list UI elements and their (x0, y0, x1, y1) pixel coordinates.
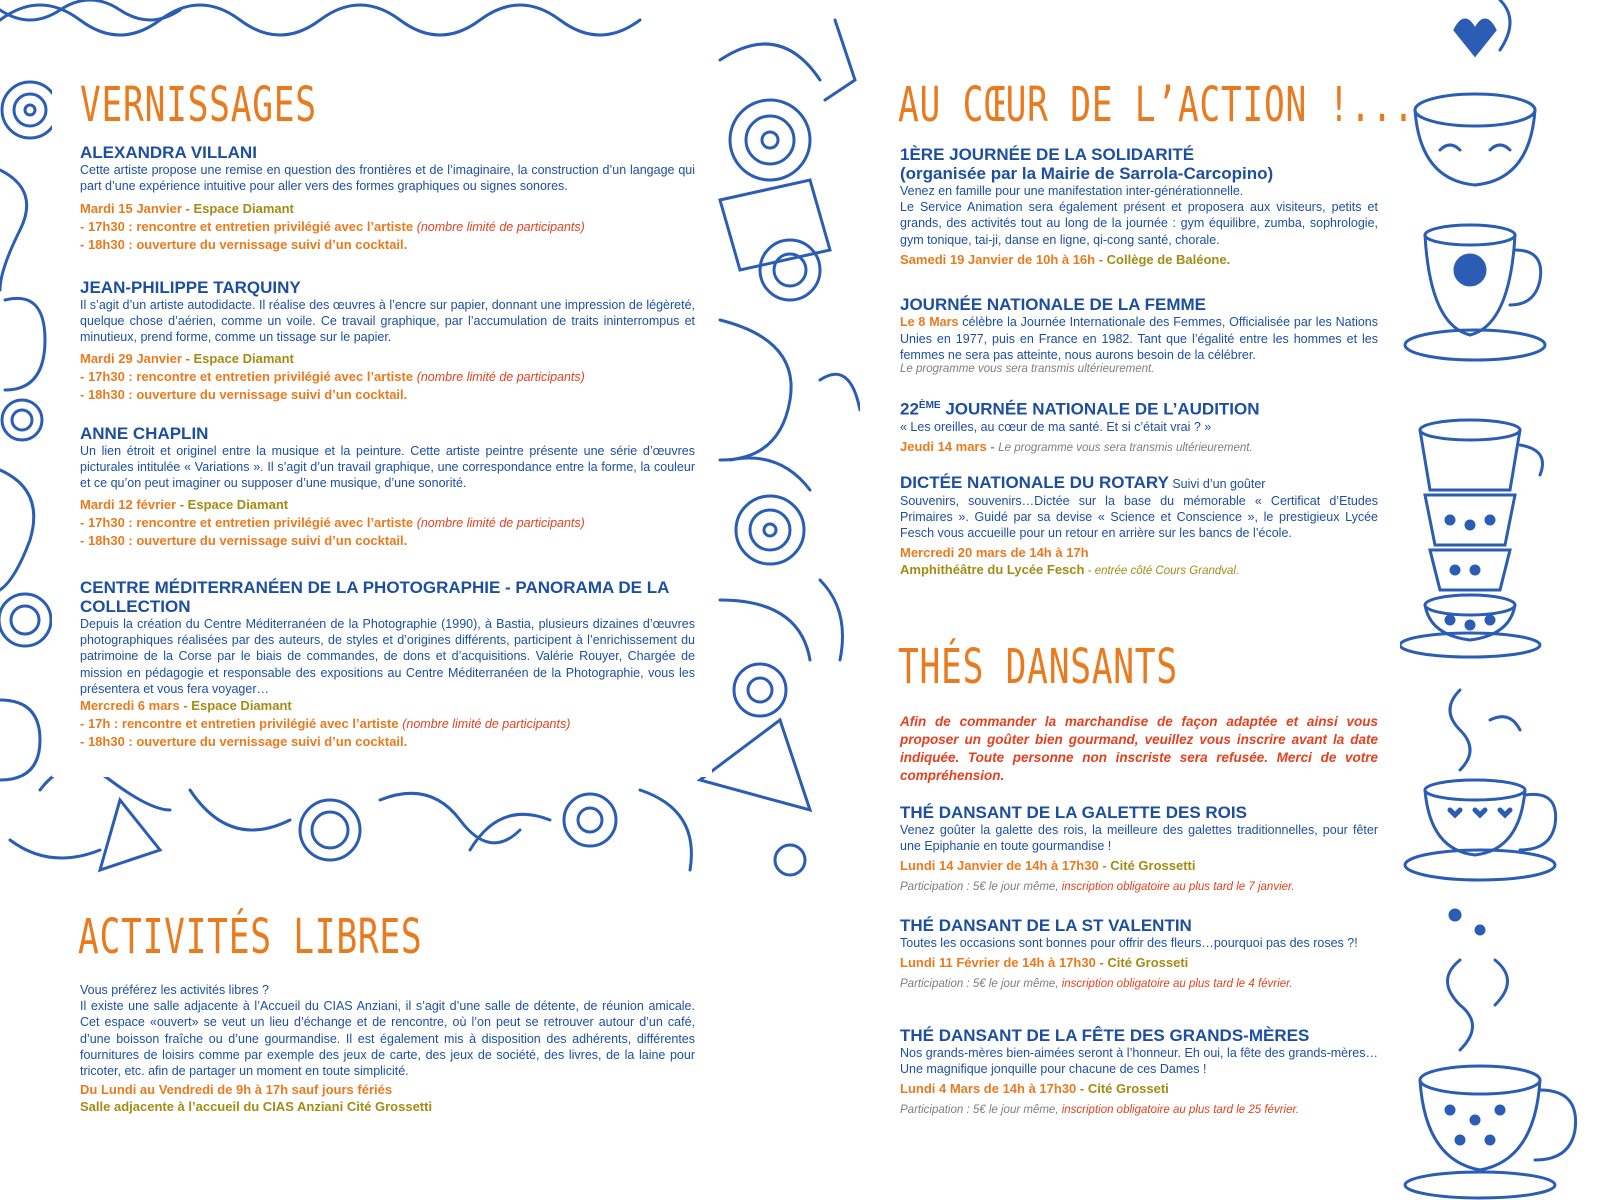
solidarite-subtitle: (organisée par la Mairie de Sarrola-Carcopino) (900, 164, 1274, 183)
femme-title: JOURNÉE NATIONALE DE LA FEMME (900, 295, 1207, 314)
audition-item (900, 396, 1378, 456)
vernissage-meeting-note: (nombre limité de participants) (416, 369, 585, 384)
solidarite-place: - Collège de Baléone. (1095, 251, 1231, 267)
vernissage-meeting: - 17h : rencontre et entretien privilégié avec l’artiste (80, 716, 403, 732)
vernissage-item (80, 578, 695, 750)
cup-2 (1405, 225, 1545, 360)
activites-heading: ACTIVITÉS LIBRES (78, 909, 423, 965)
the-dansant-desc: Venez goûter la galette des rois, la meilleure des galettes traditionnelles, pour fêter une Epiphanie en toute gourmandise ! (900, 823, 1378, 854)
vernissage-meeting: - 17h30 : rencontre et entretien privilégié avec l’artiste (80, 219, 417, 235)
the-dansant-place: - Cité Grossetti (1098, 858, 1196, 874)
audition-date: Jeudi 14 mars - (900, 438, 999, 454)
vernissage-opening: - 18h30 : ouverture du vernissage suivi d’un cocktail. (80, 734, 408, 750)
the-dansant-item (900, 916, 1378, 992)
the-dansant-title: THÉ DANSANT DE LA GALETTE DES ROIS (900, 803, 1247, 822)
vernissage-item (80, 143, 695, 253)
the-dansant-place: - Cité Grosseti (1076, 1081, 1169, 1097)
solidarite-desc: Venez en famille pour une manifestation inter-générationnelle. (900, 184, 1244, 198)
solidarite-item (900, 145, 1378, 269)
activites-place: Salle adjacente à l’accueil du CIAS Anziani Cité Grossetti (80, 1099, 433, 1115)
vernissage-title: ALEXANDRA VILLANI (80, 143, 257, 162)
solidarite-date: Samedi 19 Janvier de 10h à 16h (900, 251, 1096, 267)
vernissage-title: JEAN-PHILIPPE TARQUINY (80, 278, 301, 297)
audition-desc: « Les oreilles, au cœur de ma santé. Et si c’était vrai ? » (900, 419, 1212, 434)
dictee-title: DICTÉE NATIONALE DU ROTARY (900, 473, 1169, 492)
cup-stack (1400, 420, 1543, 657)
vernissage-opening: - 18h30 : ouverture du vernissage suivi d’un cocktail. (80, 386, 408, 402)
the-dansant-place: - Cité Grosseti (1095, 955, 1189, 971)
dictee-place: Amphithéâtre du Lycée Fesch (900, 561, 1085, 577)
dictee-title-suffix: Suivi d’un goûter (1168, 477, 1266, 491)
the-dansant-date: Lundi 11 Février de 14h à 17h30 (900, 955, 1096, 971)
vernissage-meeting: - 17h30 : rencontre et entretien privilégié avec l’artiste (80, 514, 417, 530)
vernissage-place: - Espace Diamant (179, 698, 292, 714)
vernissage-date: Mardi 29 Janvier (80, 350, 182, 366)
vernissage-desc: Depuis la création du Centre Méditerranéen de la Photographie (1990), à Bastia, plusieurs dizaines d’œuvres photographiques réalisées par des auteurs, de styles et d’origines différents, participent à l’enrichissement du patrimoine de la Corse par le biais de commandes, de dons et d’acquisitions. Valérie Rouyer, Chargée de mission en pédagogie et responsable des expositions au Centre Méditerranéen de la Photographie, vous les présentera et vous fera voyager… (80, 617, 695, 696)
dictee-date: Mercredi 20 mars de 14h à 17h (900, 544, 1089, 560)
the-dansant-participation: Participation : 5€ le jour même, (900, 1104, 1062, 1117)
femme-desc: célèbre la Journée Internationale des Femmes, Officialisée par les Nations Unies en 1977, puis en France en 1982. Tant que l’égalité entre les hommes et les femmes ne sera pas atteinte, nous aurons besoin de la célébrer. (900, 315, 1378, 363)
the-dansant-date: Lundi 4 Mars de 14h à 17h30 (900, 1081, 1077, 1097)
audition-number: 22 (900, 399, 919, 419)
femme-note: Le programme vous sera transmis ultérieurement. (900, 363, 1155, 376)
vernissage-date: Mardi 12 février (80, 496, 177, 512)
activites-intro: Vous préférez les activités libres ? (80, 983, 269, 997)
vernissage-desc: Cette artiste propose une remise en question des frontières et de l’imaginaire, la construction d’un langage qui part d’une expérience intuitive pour aller vers des formes graphiques ou signes sonores. (80, 163, 695, 194)
cup-4 (1405, 910, 1576, 1198)
solidarite-desc-2: Le Service Animation sera également présent et proposera aux visiteurs, petits et grands, des activités tout au long de la journée : gym équilibre, zumba, sophrologie, gym tonique, tai-ji, danse en ligne, qi-cong santé, chorale. (900, 200, 1378, 247)
vernissage-desc: Un lien étroit et originel entre la musique et la peinture. Cette artiste peintre présente une série d’œuvres picturales intitulée « Variations ». Il s’agit d’un travail graphique, une correspondance entre la forme, la couleur et ce qu’on peut imaginer ou supposer d’une musique, d’une sonorité. (80, 444, 695, 491)
dictee-item (900, 473, 1378, 579)
activites-hours: Du Lundi au Vendredi de 9h à 17h sauf jours fériés (80, 1082, 393, 1098)
the-dansant-item (900, 1026, 1378, 1118)
femme-item (900, 295, 1378, 375)
action-heading: AU CŒUR DE L’ACTION !... (898, 77, 1415, 133)
the-dansant-inscription: inscription obligatoire au plus tard le 25 février. (1061, 1104, 1300, 1117)
femme-date: Le 8 Mars (900, 315, 959, 329)
vernissage-meeting-note: (nombre limité de participants) (416, 515, 585, 530)
vernissage-item (80, 424, 695, 549)
the-dansant-desc: Nos grands-mères bien-aimées seront à l’honneur. Eh oui, la fête des grands-mères… Une magnifique jonquille pour chacune de ces Dames ! (900, 1046, 1378, 1077)
vernissage-desc: Il s’agit d’un artiste autodidacte. Il réalise des œuvres à l’encre sur papier, donnant une impression de légèreté, quelque chose d’aérien, comme un voile. Ce travail graphique, par l’accumulation de traits ininterrompus et minutieux, prend forme, comme un tissage sur le papier. (80, 298, 695, 345)
vernissage-opening: - 18h30 : ouverture du vernissage suivi d’un cocktail. (80, 237, 408, 253)
the-dansant-inscription: inscription obligatoire au plus tard le 7 janvier. (1061, 881, 1295, 894)
thes-intro-text: Afin de commander la marchandise de façon adaptée et ainsi vous proposer un goûter bien gourmand, veuillez vous inscrire avant la date indiquée. Toute personne non inscriste sera refusée. Merci de votre compréhension. (900, 714, 1378, 783)
vernissage-place: - Espace Diamant (176, 496, 289, 512)
cup-3 (1405, 690, 1556, 880)
activites-desc: Il existe une salle adjacente à l’Accueil du CIAS Anziani, il s’agit d’une salle de détente, de réunion amicale. Cet espace «ouvert» se veut un lieu d’échange et de rencontre, où l’on peut se retrouver autour d’un café, d’une boisson fraîche ou d’une gourmandise. Il est également mis à disposition des adhérents, différentes fournitures de loisirs comme par exemple des jeux de carte, des jeux de société, des livres, de la laine pour tricoter, etc. afin de partager un moment en toute simplicité. (80, 999, 695, 1079)
vernissage-place: - Espace Diamant (181, 201, 294, 217)
cup-1 (1415, 94, 1535, 185)
the-dansant-title: THÉ DANSANT DE LA FÊTE DES GRANDS-MÈRES (900, 1026, 1310, 1045)
the-dansant-inscription: inscription obligatoire au plus tard le 4 février. (1061, 978, 1293, 991)
vernissage-meeting-note: (nombre limité de participants) (402, 717, 571, 732)
vernissage-opening: - 18h30 : ouverture du vernissage suivi d’un cocktail. (80, 532, 408, 548)
vernissage-title: ANNE CHAPLIN (80, 424, 209, 443)
dictee-place-note: - entrée côté Cours Grandval. (1084, 564, 1240, 577)
vernissage-meeting: - 17h30 : rencontre et entretien privilégié avec l’artiste (80, 368, 417, 384)
activites-section (80, 982, 695, 1115)
audition-note: Le programme vous sera transmis ultérieurement. (998, 441, 1253, 454)
vernissages-heading: VERNISSAGES (80, 77, 317, 133)
the-dansant-item (900, 803, 1378, 895)
audition-superscript: ÈME (918, 400, 941, 411)
dictee-desc: Souvenirs, souvenirs…Dictée sur la base du mémorable « Certificat d’Etudes Primaires ». Guidé par sa devise « Science et Conscience », le prestigieux Lycée Fesch vous accueille pour un retour en arrière sur les bancs de l’école. (900, 494, 1378, 541)
thes-intro (900, 713, 1378, 785)
the-dansant-participation: Participation : 5€ le jour même, (900, 881, 1062, 894)
teacups-illustration (1400, 0, 1600, 1200)
the-dansant-title: THÉ DANSANT DE LA ST VALENTIN (900, 916, 1192, 935)
solidarite-title: 1ÈRE JOURNÉE DE LA SOLIDARITÉ (900, 145, 1195, 164)
vernissage-date: Mercredi 6 mars (80, 698, 180, 714)
vernissage-place: - Espace Diamant (181, 350, 294, 366)
audition-title: JOURNÉE NATIONALE DE L’AUDITION (940, 399, 1260, 419)
vernissage-title: CENTRE MÉDITERRANÉEN DE LA PHOTOGRAPHIE - PANORAMA DE LA COLLECTION (80, 578, 669, 616)
the-dansant-participation: Participation : 5€ le jour même, (900, 978, 1062, 991)
vernissage-meeting-note: (nombre limité de participants) (416, 220, 585, 235)
thes-heading: THÉS DANSANTS (898, 639, 1178, 695)
vernissage-date: Mardi 15 Janvier (80, 201, 182, 217)
the-dansant-date: Lundi 14 Janvier de 14h à 17h30 (900, 858, 1099, 874)
the-dansant-desc: Toutes les occasions sont bonnes pour offrir des fleurs…pourquoi pas des roses ?! (900, 936, 1358, 950)
vernissage-item (80, 278, 695, 403)
